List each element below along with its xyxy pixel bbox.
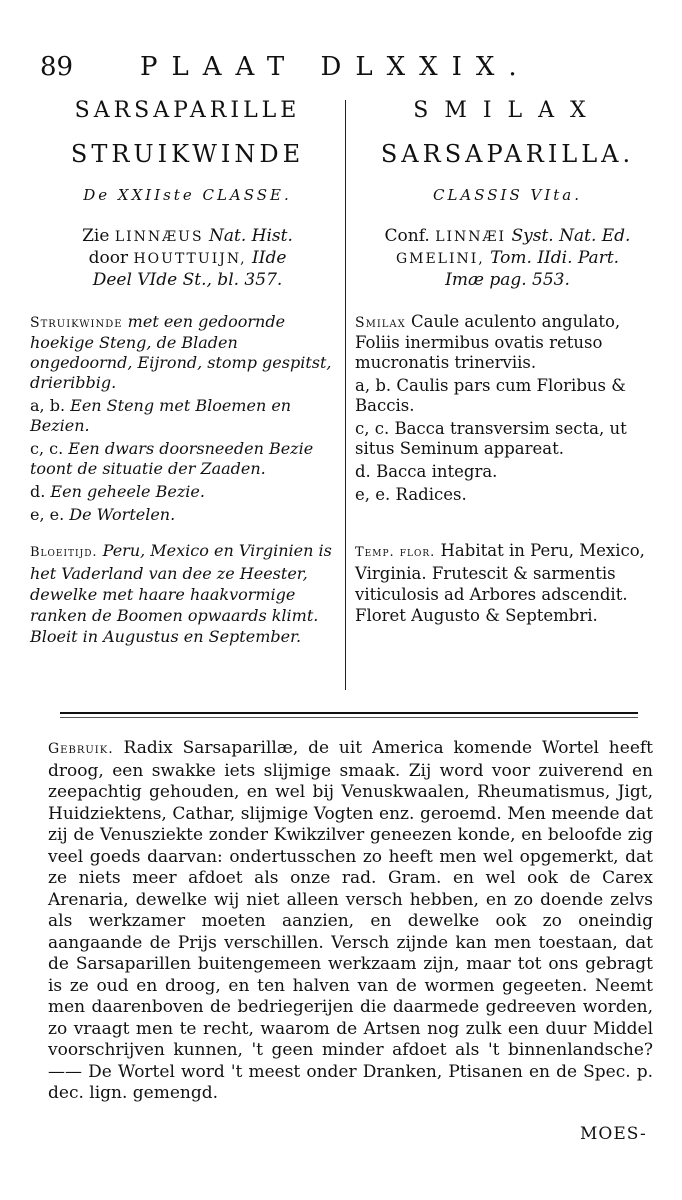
left-title-line1: SARSAPARILLE bbox=[74, 98, 301, 123]
right-reference bbox=[355, 226, 660, 291]
left-reference bbox=[30, 226, 345, 291]
left-desc-text: met een gedoornde hoekige Steng, de Bladen ongedoornd, Eijrond, stomp gespitst, drieribbig. bbox=[30, 312, 332, 392]
ref-linnaeus: LINNÆUS bbox=[114, 229, 204, 245]
bloeitijd-text: Peru, Mexico en Virginien is het Vaderland van dee ze Heester, dewelke met haare haakvormige ranken de Boomen opwaards klimt. Bloeit in Augustus en September. bbox=[30, 541, 332, 646]
right-item: e, e. Radices. bbox=[355, 485, 467, 504]
ref-conf: Conf. bbox=[384, 226, 430, 246]
left-description bbox=[30, 312, 345, 525]
ref-syst-nat: Syst. Nat. Ed. bbox=[511, 226, 631, 246]
gebruik-lead: Gebruik. bbox=[48, 741, 114, 757]
ref-deel: Deel VIde St., bl. 357. bbox=[92, 270, 283, 290]
ref-door: door bbox=[88, 248, 129, 268]
right-desc-lead: Smilax bbox=[355, 315, 406, 331]
right-item: a, b. Caulis pars cum Floribus & Baccis. bbox=[355, 376, 626, 415]
column-divider bbox=[345, 100, 346, 690]
right-item: c, c. Bacca transversim secta, ut situs Seminum appareat. bbox=[355, 419, 627, 458]
section-rule bbox=[60, 712, 638, 714]
ref-gmelini: GMELINI, bbox=[395, 251, 485, 267]
temp-flor-lead: Temp. flor. bbox=[355, 545, 436, 560]
right-temp-flor bbox=[355, 540, 660, 626]
ref-nat-hist: Nat. Hist. bbox=[208, 226, 293, 246]
page-number: 89 bbox=[40, 52, 74, 82]
right-desc-text: Caule aculento angulato, Foliis inermibus ovatis retuso mucronatis trinerviis. bbox=[355, 312, 621, 372]
left-bloeitijd bbox=[30, 540, 345, 647]
temp-flor-text: Habitat in Peru, Mexico, Virginia. Frutescit & sarmentis viticulosis ad Arbores adscendit. Floret Augusto & Septembri. bbox=[355, 541, 645, 625]
left-item: d. Een geheele Bezie. bbox=[30, 482, 205, 501]
gebruik-text: Radix Sarsaparillæ, de uit America komende Wortel heeft droog, een swakke iets slijmige smaak. Zij word voor zuiverend en zeepachtig gehouden, en wel bij Venuskwaalen, Rheumatismus, Jigt, Huidziektens, Cathar, slijmige Vogten enz. geroemd. Men meende dat zij de Venusziekte zonder Kwikzilver geneezen konde, en beloofde zig veel goeds daarvan: ondertusschen zo heeft men wel opgemerkt, dat ze niets meer afdoet als onze rad. Gram. en wel ook de Carex Arenaria, dewelke wij niet alleen versch hebben, en zo doende zelvs als werkzamer moeten aanzien, en dewelke ook zo oneindig aangaande de Prijs verschillen. Versch zijnde kan men toestaan, dat de Sarsaparillen buitengemeen werkzaam zijn, maar tot ons gebragt is ze oud en droog, en ten halven van de wormen gegeeten. Neemt men daarenboven de bedriegerijen die daarmede gedreeven worden, zo vraagt men te recht, waarom de Artsen nog zulk een duur Middel voorschrijven kunnen, 't geen minder afdoet als 't binnenlandsche? —— De Wortel word 't meest onder Dranken, Ptisanen en de Spec. p. dec. lign. gemengd. bbox=[48, 738, 654, 1103]
left-item: e, e. De Wortelen. bbox=[30, 505, 176, 524]
plate-heading: PLAAT DLXXIX. bbox=[140, 52, 531, 82]
gebruik-paragraph bbox=[48, 738, 653, 1105]
section-rule-thin bbox=[60, 717, 638, 718]
bloeitijd-lead: Bloeitijd. bbox=[30, 545, 98, 560]
right-description bbox=[355, 312, 660, 505]
ref-iide: IIde bbox=[252, 248, 287, 268]
ref-houttuijn: HOUTTUIJN, bbox=[133, 251, 247, 267]
left-classe: De XXIIste CLASSE. bbox=[83, 186, 292, 204]
right-title-line1: SMILAX bbox=[413, 98, 602, 123]
right-title-line2: SARSAPARILLA. bbox=[380, 140, 635, 168]
left-desc-lead: Struikwinde bbox=[30, 315, 123, 331]
left-title-line2: STRUIKWINDE bbox=[70, 140, 305, 168]
left-item: c, c. Een dwars doorsneeden Bezie toont de situatie der Zaaden. bbox=[30, 439, 314, 478]
right-item: d. Bacca integra. bbox=[355, 462, 498, 481]
right-classis: CLASSIS VIta. bbox=[432, 186, 583, 204]
left-item: a, b. Een Steng met Bloemen en Bezien. bbox=[30, 396, 292, 435]
catchword: MOES- bbox=[580, 1124, 647, 1144]
ref-linnaei: LINNÆI bbox=[435, 229, 507, 245]
ref-tom: Tom. IIdi. Part. bbox=[490, 248, 620, 268]
ref-pag: Imæ pag. 553. bbox=[445, 270, 570, 290]
ref-zie: Zie bbox=[82, 226, 110, 246]
